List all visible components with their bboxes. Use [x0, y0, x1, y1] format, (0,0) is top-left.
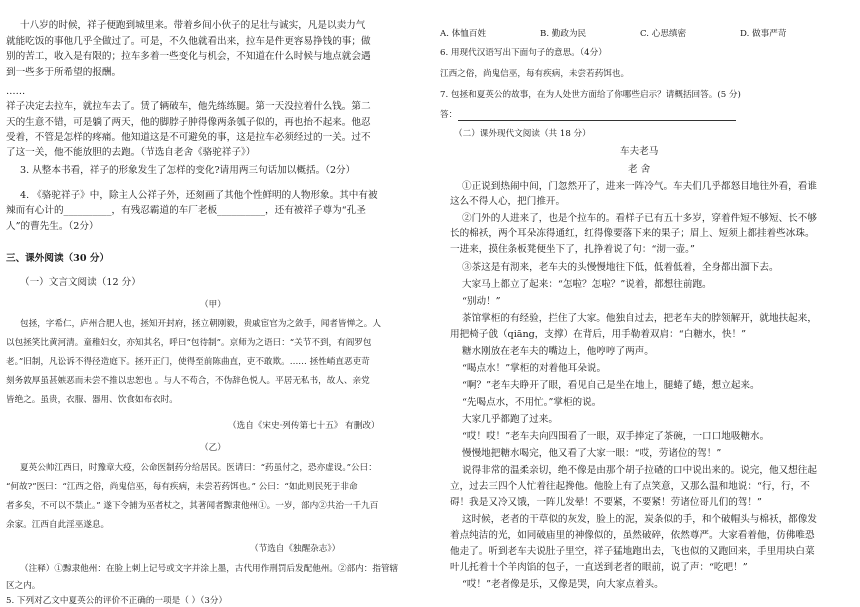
- paragraph-line: 十八岁的时候，祥子便跑到城里来。带着乡间小伙子的足壮与诚实，凡是以卖力气: [20, 20, 366, 31]
- story-line: “哎！哎！”老车夫向四围看了一眼，双手捧定了茶碗，一口口地吸糖水。: [462, 431, 770, 442]
- story-line: “别动！”: [462, 296, 501, 307]
- story-line: 他走了。听到老车夫说肚子里空，祥子猛地跑出去，飞也似的又跑回来，手里用块白菜: [450, 546, 815, 557]
- question-4-line: 辣而有心计的__________，有残忍霸道的车厂老板__________，还有被祥子尊为“孔圣: [6, 205, 366, 216]
- question-6-sentence: 江西之俗，尚鬼信巫，每有疾病，未尝若药饵也。: [440, 69, 630, 79]
- question-7: 7. 包拯和夏英公的故事，在为人处世方面给了你哪些启示？请概括回答。(5 分): [440, 90, 741, 100]
- story-line: 着点纯洁的光，如同破庙里的神像似的，虽然破碎，依然尊严。大家看着他，仿佛唯恐: [450, 530, 815, 541]
- paragraph-line: 就能吃饭的事他几乎全做过了。可是，不久他就看出来，拉车是件更容易挣钱的事；做: [6, 36, 371, 47]
- paragraph-line: 祥子决定去拉车，就拉车去了。赁了辆破车，他先练练腿。第一天没拉着什么钱。第二: [6, 101, 371, 112]
- story-line: 大家几乎都跑了过来。: [462, 414, 558, 425]
- annotation-line: （注释）①黥隶他州：在脸上刺上记号或文字并涂上墨，古代用作刑罚后发配他州。②部内：指管辖: [20, 564, 399, 574]
- ellipsis: ……: [6, 86, 26, 97]
- paragraph-line: 到一些多于所希望的报酬。: [6, 67, 122, 78]
- answer-line[interactable]: [458, 120, 736, 121]
- story-line: ①正说到热闹中间，门忽然开了，进来一阵冷气。车夫们几乎都怒目地往外看，看谁: [462, 181, 817, 192]
- story-title: 车夫老马: [620, 146, 659, 157]
- story-line: 这么不得人心，把门推开。: [450, 196, 566, 207]
- paragraph-line: 别的苦工，收入是有限的；拉车多着一些变化与机会，不知道在什么时候与地点就会遇: [6, 51, 371, 62]
- text-label-yi: （乙）: [200, 443, 226, 453]
- classical-text-line: 余家。江西自此淫巫遂息。: [6, 520, 110, 530]
- annotation-line: 区之内。: [6, 581, 41, 591]
- paragraph-line: 了这一关，他不能放胆的去跑。（节选自老舍《骆驼祥子》）: [6, 147, 256, 158]
- classical-text-line: 夏英公帅江西日，时豫章大疫，公命医制药分给居民。医请曰：“药虽付之，恐亦虚设。”公曰：: [20, 463, 377, 473]
- story-line: 慢慢地把糖水喝完，他又看了大家一眼：“哎，劳诸位的驾！”: [462, 448, 722, 459]
- source-note: （选自《宋史·列传第七十五》 有删改）: [228, 421, 380, 431]
- paragraph-line: 天的生意不错，可是躺了两天，他的脚脖子肿得像两条瓠子似的，再也抬不起来。他忍: [6, 117, 371, 128]
- story-line: 大家马上都立了起来：“怎啦？怎啦？”说着，都想往前跑。: [462, 279, 712, 290]
- story-line: 说得非常的温柔亲切，绝不像是由那个胡子拉碴的口中说出来的。说完，他又想往起: [462, 465, 817, 476]
- story-line: 碍！我是又冷又饿，一阵儿发晕！不要紧，不要紧！劳诸位哥儿们的驾！”: [450, 497, 762, 508]
- question-4-line: 4. 《骆驼祥子》中，除主人公祥子外，还刻画了其他个性鲜明的人物形象。其中有被: [20, 190, 378, 201]
- story-line: 糖水刚放在老车夫的嘴边上，他哼哼了两声。: [462, 346, 654, 357]
- text-label-jia: （甲）: [200, 300, 226, 310]
- classical-text-line: 刻务敦厚虽甚嫉恶而未尝不推以忠恕也 。与人不苟合，不伪辞色悦人。平居无私书，故人、亲党: [6, 376, 370, 386]
- question-3: 3. 从整本书看，祥子的形象发生了怎样的变化?请用两三句话加以概括。（2分）: [20, 165, 356, 176]
- classical-text-line: 老。”旧制，凡讼诉不得径造庭下。拯开正门，使得至前陈曲直，吏不敢欺。…… 拯性峭直恶吏苛: [6, 357, 370, 367]
- subsection-heading: （二）课外现代文阅读（共 18 分）: [454, 129, 591, 139]
- question-6: 6. 用现代汉语写出下面句子的意思。（4分）: [440, 48, 607, 58]
- option-c: C. 心思缜密: [640, 29, 687, 39]
- option-b: B. 勤政为民: [540, 29, 587, 39]
- story-line: “喝点水！”掌柜的对着他耳朵说。: [462, 363, 607, 374]
- paragraph-line: 受着，不管是怎样的疼痛。他知道这是不可避免的事，这是拉车必须经过的一关。过不: [6, 132, 371, 143]
- answer-label: 答：: [440, 110, 458, 120]
- story-line: “哎！”老者像是乐，又像是哭，向大家点着头。: [462, 579, 664, 590]
- option-d: D. 做事严苛: [740, 29, 787, 39]
- classical-text-line: 以包拯笑比黄河清。童稚妇女，亦知其名，呼曰“包待制”。京师为之语曰：“关节不到，有阎罗包: [6, 338, 372, 348]
- story-line: ③茶这是有沏来，老车夫的头慢慢地往下低，低着低着，全身都出溜下去。: [462, 262, 779, 273]
- option-a: A. 体恤百姓: [440, 29, 487, 39]
- question-4-line: 人”的曹先生。（2分）: [6, 221, 99, 232]
- classical-text-line: 者多矣，不可以不禁止。” 遂下令捕为巫者杖之，其著闻者黥隶他州①。一岁，部内②共治一千九百: [6, 501, 379, 511]
- story-line: “啊？”老车夫睁开了眼，看见自己是坐在地上，腿蜷了蜷，想立起来。: [462, 380, 760, 391]
- story-line: 长的棉袄，两个耳朵冻得通红，红得像要落下来的果子；眉上、短须上都挂着些冰珠。: [450, 228, 815, 239]
- story-line: 这时候，老者的干草似的灰发，脸上的泥，炭条似的手，和个破帽头与棉袄，都像发: [462, 514, 817, 525]
- subsection-heading: （一）文言文阅读（12 分）: [20, 277, 141, 288]
- story-line: 立，过去三四个人忙着往起搀他。他脸上有了点笑意，又那么温和地说：“行，行，不: [450, 481, 810, 492]
- classical-text-line: 皆绝之。虽贵，衣服、器用、饮食如布衣时。: [6, 395, 178, 405]
- source-note: （节选自《独醒杂志》）: [250, 544, 341, 554]
- story-line: “先喝点水，不用忙。”掌柜的说。: [462, 397, 602, 408]
- story-line: ②门外的人进来了，也是个拉车的。看样子已有五十多岁，穿着件短不够短、长不够: [462, 213, 817, 224]
- question-5: 5. 下列对乙文中夏英公的评价不正确的一项是（ ）（3分）: [6, 596, 228, 606]
- classical-text-line: 包拯，字希仁，庐州合肥人也，拯知开封府，拯立朝刚毅，贵戚宦官为之敛手，闻者皆惮之。人: [20, 319, 381, 329]
- section-heading: 三、课外阅读（30 分）: [6, 253, 110, 264]
- story-line: 叶儿托着十个羊肉馅的包子，一直送到老者的眼前，说了声：“吃吧！”: [450, 562, 748, 573]
- story-author: 老 舍: [628, 164, 651, 175]
- classical-text-line: “何故?”医曰：“江西之俗，尚鬼信巫，每有疾病，未尝若药饵也。” 公曰：“如此则民死于非命: [6, 482, 358, 492]
- story-line: 茶馆掌柜的有经验，拦住了大家。他独自过去，把老车夫的脖领解开，就地扶起来，: [462, 313, 817, 324]
- story-line: 一进来，摸住条板凳便坐下了，扎挣着说了句：“沏一壶。”: [450, 244, 695, 255]
- story-line: 用把椅子戗（qiāng，支撑）在背后，用手勒着双肩：“白糖水，快！”: [450, 329, 747, 340]
